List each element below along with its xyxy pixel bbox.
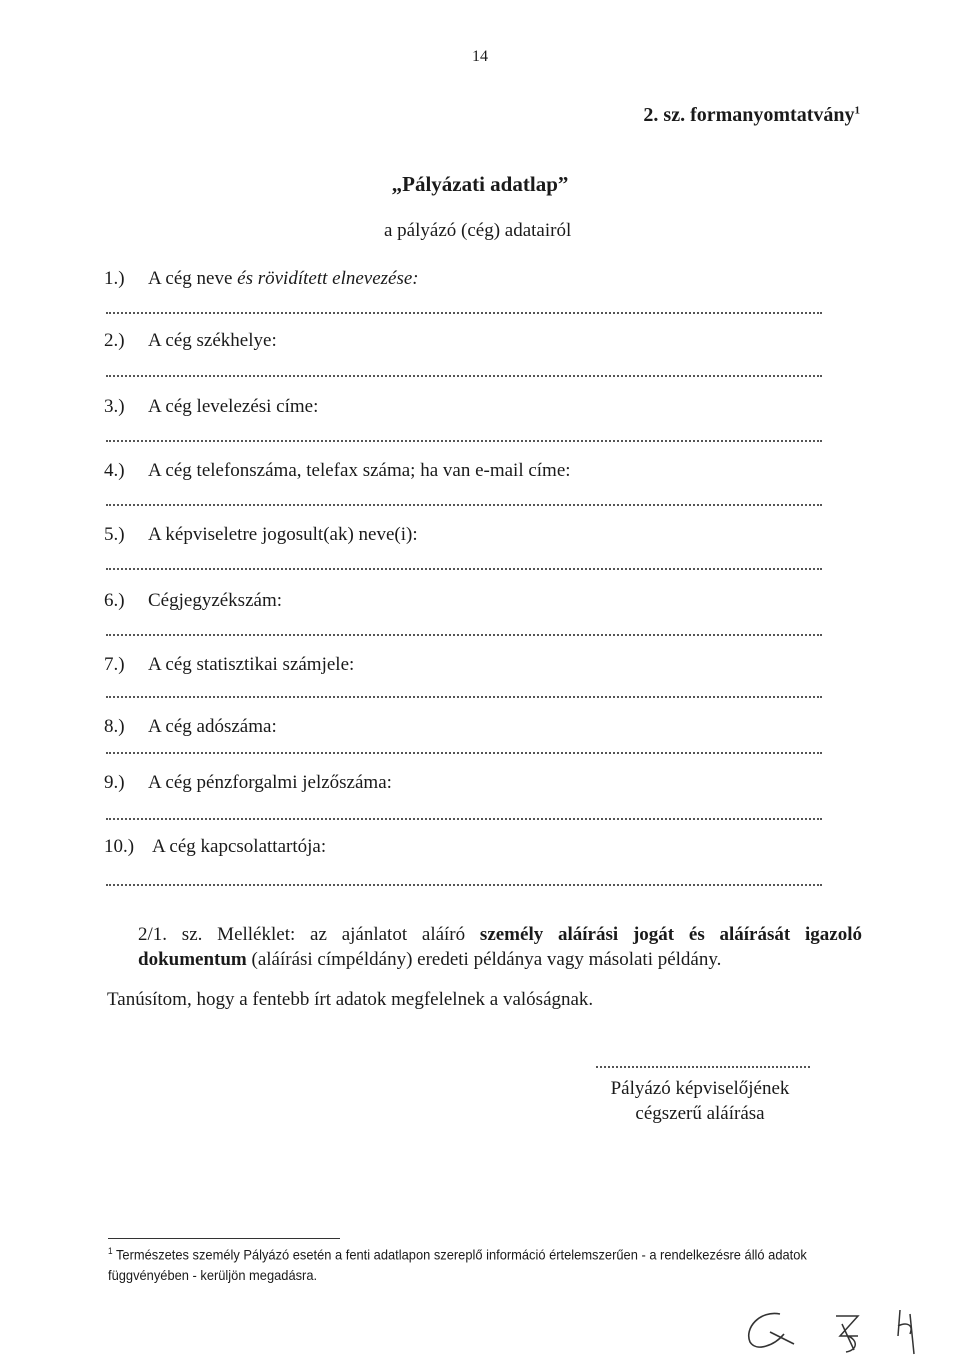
item-10-label: [104, 836, 326, 858]
item-number: 9.): [104, 772, 125, 793]
annex-note: [138, 922, 862, 972]
footnote-text: Természetes személy Pályázó esetén a fenti adatlapon szereplő információ értelemszerűen - a rendelkezésre álló adatok függvényében - kerüljön megadásra.: [108, 1246, 807, 1283]
item-number: 5.): [104, 524, 125, 545]
item-8-label: [104, 716, 277, 738]
item-text: A cég neve: [148, 268, 238, 289]
item-number: 1.): [104, 268, 125, 289]
handwritten-initial-3: [890, 1306, 926, 1358]
form-subtitle: a pályázó (cég) adatairól: [384, 220, 572, 241]
item-number: 2.): [104, 330, 125, 351]
item-number: 7.): [104, 654, 125, 675]
item-7-label: [104, 654, 354, 676]
item-7-fill-line[interactable]: [106, 696, 822, 698]
item-6-label: [104, 590, 282, 612]
annex-bold-text: személy aláírási jogát és aláírását igazoló dokumentum: [138, 924, 862, 970]
footnote-reference: 1: [854, 104, 860, 117]
item-text: A cég levelezési címe:: [148, 396, 319, 417]
item-1-label: [104, 268, 419, 290]
certification-statement: Tanúsítom, hogy a fentebb írt adatok megfelelnek a valóságnak.: [107, 989, 594, 1010]
item-2-fill-line[interactable]: [106, 375, 822, 377]
handwritten-initial-1: [740, 1306, 800, 1358]
signature-line[interactable]: [596, 1066, 810, 1068]
item-text-italic: és rövidített elnevezése:: [237, 268, 419, 289]
item-3-fill-line[interactable]: [106, 440, 822, 442]
item-text: A cég telefonszáma, telefax száma; ha van e-mail címe:: [148, 460, 571, 481]
form-identifier: [643, 104, 860, 127]
item-text: A cég székhelye:: [148, 330, 277, 351]
item-4-label: [104, 460, 571, 482]
annex-prefix: 2/1. sz. Melléklet: az ajánlatot aláíró: [138, 924, 480, 945]
item-text: Cégjegyzékszám:: [148, 590, 283, 611]
item-3-label: [104, 396, 318, 418]
footnote-marker: 1: [108, 1246, 113, 1256]
page-number: 14: [472, 48, 488, 65]
item-number: 8.): [104, 716, 125, 737]
item-1-fill-line[interactable]: [106, 312, 822, 314]
item-4-fill-line[interactable]: [106, 504, 822, 506]
item-5-fill-line[interactable]: [106, 568, 822, 570]
signature-caption-line2: cégszerű aláírása: [635, 1103, 765, 1124]
item-number: 4.): [104, 460, 125, 481]
item-text: A cég kapcsolattartója:: [152, 836, 327, 857]
handwritten-initial-2: [828, 1306, 868, 1358]
item-2-label: [104, 330, 277, 352]
item-text: A cég pénzforgalmi jelzőszáma:: [148, 772, 392, 793]
form-identifier-text: 2. sz. formanyomtatvány: [643, 104, 855, 126]
item-9-fill-line[interactable]: [106, 818, 822, 820]
item-number: 6.): [104, 590, 125, 611]
item-number: 10.): [104, 836, 135, 857]
item-8-fill-line[interactable]: [106, 752, 822, 754]
item-text: A cég adószáma:: [148, 716, 277, 737]
annex-suffix: (aláírási címpéldány) eredeti példánya vagy másolati példány.: [246, 949, 722, 970]
item-10-fill-line[interactable]: [106, 884, 822, 886]
form-title: „Pályázati adatlap”: [391, 172, 569, 196]
item-6-fill-line[interactable]: [106, 634, 822, 636]
item-text: A cég statisztikai számjele:: [148, 654, 355, 675]
item-text: A képviseletre jogosult(ak) neve(i):: [148, 524, 418, 545]
footnote-separator: [108, 1238, 340, 1239]
signature-caption-line1: Pályázó képviselőjének: [610, 1078, 790, 1099]
item-9-label: [104, 772, 392, 794]
item-number: 3.): [104, 396, 125, 417]
item-5-label: [104, 524, 418, 546]
signature-caption: [590, 1076, 810, 1126]
footnote: [108, 1241, 807, 1285]
